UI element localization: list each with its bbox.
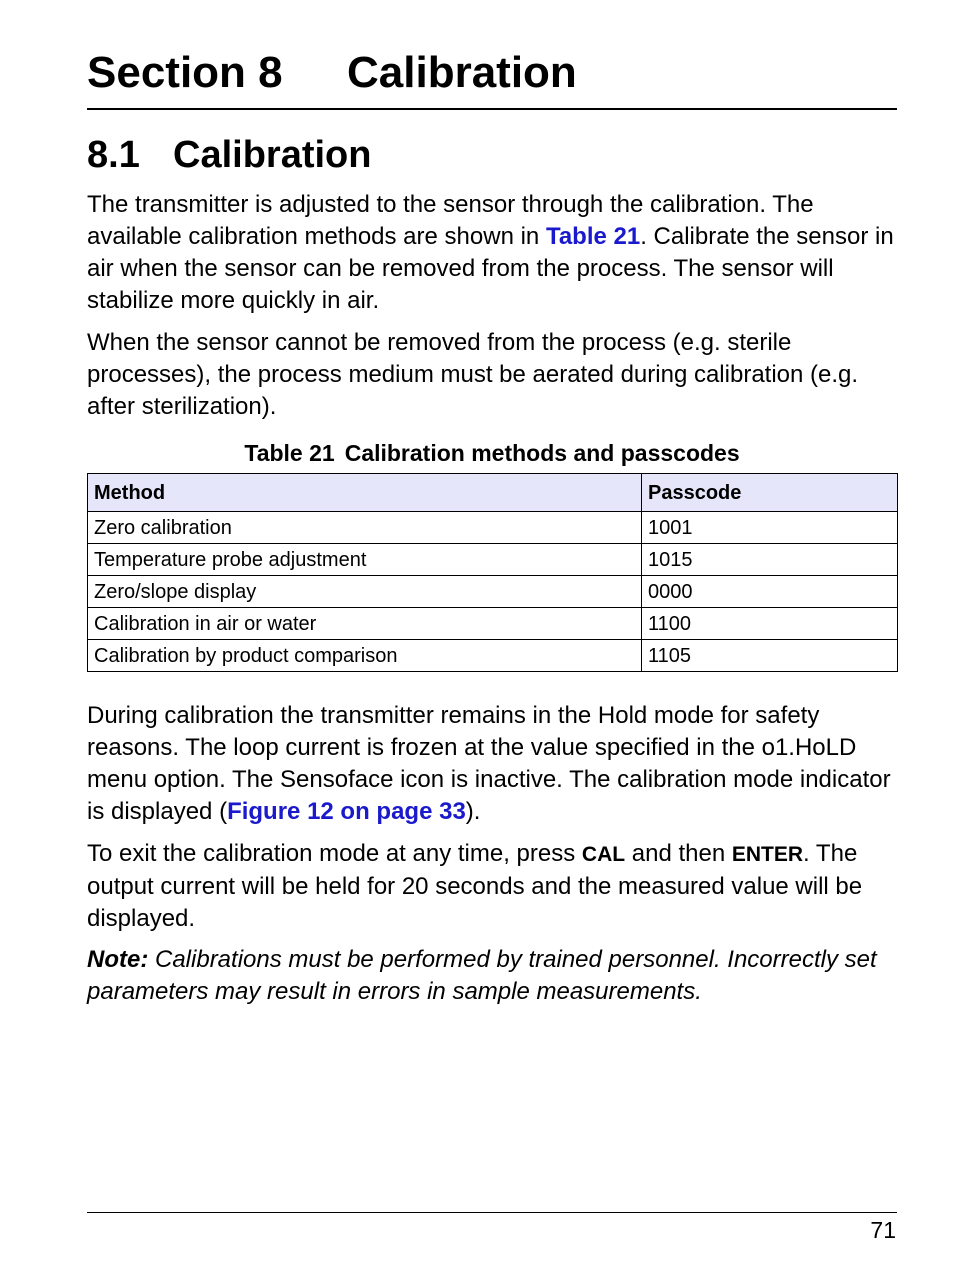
- table-21-link[interactable]: Table 21: [545, 223, 641, 250]
- intro-text-b: . Calibrate the sensor in air when the sensor can be removed from the process. The sensor will stabilize more quickly in air.: [87, 223, 894, 314]
- subsection-title: Calibration: [173, 134, 372, 176]
- section-title: Calibration: [347, 48, 577, 97]
- passcode-cell: 1105: [642, 640, 898, 672]
- table-caption: [87, 438, 897, 468]
- method-cell: Zero calibration: [88, 512, 642, 544]
- table-caption-text: Calibration methods and passcodes: [344, 440, 740, 466]
- exit-paragraph: [87, 838, 897, 935]
- exit-text-b: . The output current will be held for 20 seconds and the measured value will be displayed.: [87, 840, 863, 932]
- note-paragraph: [87, 944, 897, 1008]
- subsection-heading: [87, 132, 371, 178]
- column-header-passcode: Passcode: [642, 474, 898, 512]
- cal-key-label: CAL: [581, 843, 626, 866]
- calibration-table: [87, 473, 898, 672]
- note-label: Note:: [87, 946, 149, 973]
- hold-text-a: During calibration the transmitter remains in the Hold mode for safety reasons. The loop current is frozen at the value specified in the o1.HoLD menu option. The Sensoface icon is inactive. The calibration mode indicator is displayed (: [87, 702, 891, 825]
- hold-text-b: ).: [465, 798, 481, 825]
- table-row: [88, 576, 898, 608]
- subsection-number: 8.1: [87, 134, 140, 176]
- passcode-cell: 1015: [642, 544, 898, 576]
- exit-text-mid: and then: [625, 840, 732, 867]
- method-cell: Calibration in air or water: [88, 608, 642, 640]
- table-row: [88, 608, 898, 640]
- table-row: [88, 640, 898, 672]
- intro-paragraph-1: [87, 189, 897, 317]
- intro-text-a: The transmitter is adjusted to the sensor through the calibration. The available calibration methods are shown in: [87, 191, 814, 250]
- table-caption-label: Table 21: [244, 440, 335, 466]
- column-header-method: Method: [88, 474, 642, 512]
- hold-mode-paragraph: [87, 700, 897, 828]
- method-cell: Zero/slope display: [88, 576, 642, 608]
- table-header-row: [88, 474, 898, 512]
- figure-12-link[interactable]: Figure 12 on page 33: [227, 798, 466, 825]
- method-cell: Calibration by product comparison: [88, 640, 642, 672]
- passcode-cell: 0000: [642, 576, 898, 608]
- method-cell: Temperature probe adjustment: [88, 544, 642, 576]
- intro-paragraph-2: When the sensor cannot be removed from the process (e.g. sterile processes), the process medium must be aerated during calibration (e.g. after sterilization).: [87, 329, 859, 420]
- passcode-cell: 1001: [642, 512, 898, 544]
- section-number: Section 8: [87, 48, 283, 97]
- section-heading: [87, 46, 897, 110]
- note-text: Calibrations must be performed by trained personnel. Incorrectly set parameters may result in errors in sample measurements.: [87, 946, 877, 1005]
- table-row: [88, 512, 898, 544]
- page-number: 71: [870, 1217, 896, 1243]
- enter-key-label: ENTER: [731, 843, 804, 866]
- exit-text-a: To exit the calibration mode at any time, press: [87, 840, 582, 867]
- footer-divider: [87, 1212, 897, 1213]
- passcode-cell: 1100: [642, 608, 898, 640]
- table-row: [88, 544, 898, 576]
